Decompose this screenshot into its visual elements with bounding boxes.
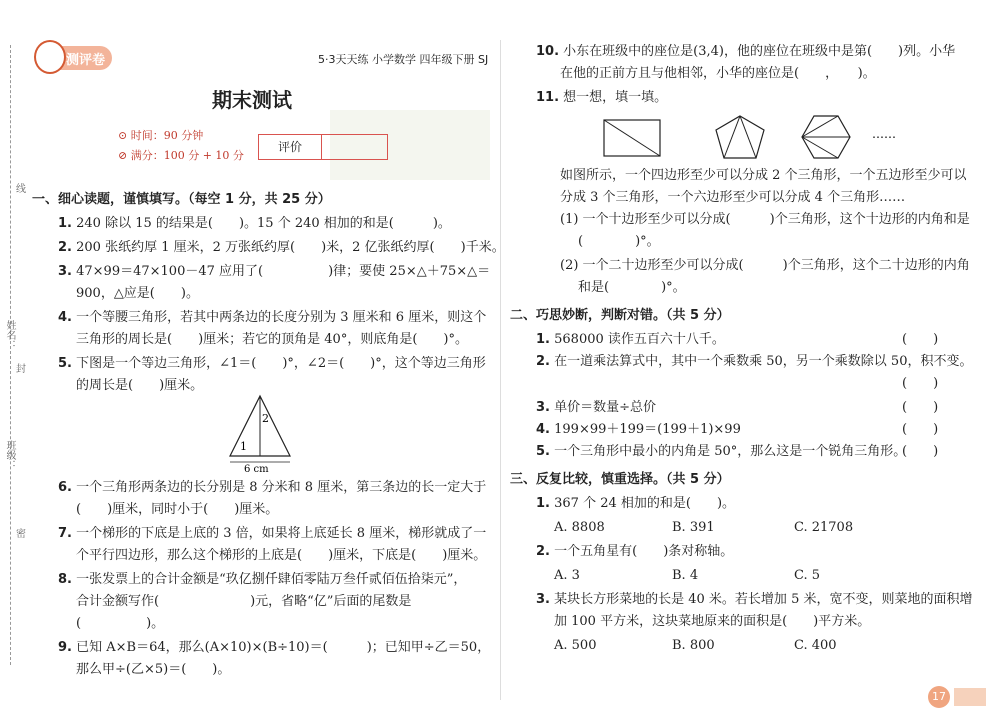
pentagon-shape [716,116,764,158]
page-title: 期末测试 [212,88,292,112]
judge-4-answer[interactable]: ( ) [902,422,939,437]
choice-2-option-c[interactable]: C. 5 [794,568,821,583]
judge-1: 1. 568000 读作五百六十八千。 [536,332,725,347]
choice-3: 3. 某块长方形菜地的长是 40 米。若长增加 5 米，宽不变，则菜地的面积增 [536,592,973,607]
column-divider [500,40,501,700]
question-8-cont2: ( )。 [76,616,165,631]
eval-label: 评价 [259,135,322,159]
q11-sub1: (1) 一个十边形至少可以分成( )个三角形，这个十边形的内角和是 [560,212,970,227]
eval-field[interactable] [322,135,387,159]
binding-text-fold: 密 [16,529,26,540]
question-8: 8. 一张发票上的合计金额是“玖亿捌仟肆佰零陆万叁仟贰佰伍拾柒元”， [58,572,467,587]
choice-1: 1. 367 个 24 相加的和是( )。 [536,496,736,511]
choice-1-option-b[interactable]: B. 391 [672,520,715,535]
binding-line [10,45,11,665]
question-9-cont: 那么甲÷(乙×5)＝( )。 [76,662,231,677]
choice-3-option-a[interactable]: A. 500 [554,638,597,653]
binding-text-line: 线 [16,184,26,195]
question-4-cont: 三角形的周长是( )厘米；若它的顶角是 40°，则底角是( )°。 [76,332,468,347]
binding-name: 姓名： [4,320,15,350]
clock-icon: ⊙ [118,129,131,142]
section1-title: 一、细心读题，谨慎填写。（每空 1 分，共 25 分） [32,192,331,207]
choice-2-option-a[interactable]: A. 3 [554,568,580,583]
q11-text-1: 如图所示，一个四边形至少可以分成 2 个三角形，一个五边形至少可以 [560,168,967,183]
triangle-figure [220,392,300,474]
badge-label: 测评卷 [66,53,106,68]
q11-sub2: (2) 一个二十边形至少可以分成( )个三角形，这个二十边形的内角 [560,258,970,273]
q11-text-2: 分成 3 个三角形，一个六边形至少可以分成 4 个三角形…… [560,190,906,205]
judge-5: 5. 一个三角形中最小的内角是 50°，那么这是一个锐角三角形。 [536,444,907,459]
question-11: 11. 想一想，填一填。 [536,90,668,105]
pentagon-diagonal-1 [724,116,740,158]
test-badge [38,46,112,70]
question-9: 9. 已知 A×B＝64，那么(A×10)×(B÷10)＝( )；已知甲÷乙＝50， [58,640,491,655]
angle-1-label: 1 [240,440,247,453]
choice-3-cont: 加 100 平方米，这块菜地原来的面积是( )平方米。 [554,614,871,629]
question-6: 6. 一个三角形两条边的长分别是 8 分米和 8 厘米，第三条边的长一定大于 [58,480,487,495]
question-10: 10. 小东在班级中的座位是(3,4)，他的座位在班级中是第( )列。小华 [536,44,956,59]
page-number: 17 [928,686,950,708]
judge-4: 4. 199×99＋199＝(199＋1)×99 [536,422,741,437]
binding-class: 班级： [4,440,15,470]
judge-1-answer[interactable]: ( ) [902,332,939,347]
series-info: 5·3天天练 小学数学 四年级下册 SJ [318,53,489,66]
section3-title: 三、反复比较，慎重选择。（共 5 分） [510,472,730,487]
evaluation-box [258,134,388,160]
choice-2: 2. 一个五角星有( )条对称轴。 [536,544,734,559]
judge-3: 3. 单价＝数量÷总价 [536,400,657,415]
mascot-icon [34,40,66,74]
question-7-cont: 个平行四边形，那么这个梯形的上底是( )厘米，下底是( )厘米。 [76,548,487,563]
judge-2-answer[interactable]: ( ) [902,376,939,391]
quadrilateral-diagonal [604,120,660,156]
question-3: 3. 47×99＝47×100－47 应用了( )律；要使 25×△＋75×△＝ [58,264,491,279]
time-info: ⊙ 时间：90 分钟 [118,129,204,142]
question-10-cont: 在他的正前方且与他相邻，小华的座位是( ， )。 [560,66,876,81]
ellipsis-text: …… [872,127,896,141]
choice-1-option-a[interactable]: A. 8808 [554,520,605,535]
section2-title: 二、巧思妙断，判断对错。（共 5 分） [510,308,730,323]
q11-sub1-cont: ( )°。 [578,234,660,249]
choice-1-option-c[interactable]: C. 21708 [794,520,854,535]
q11-sub2-cont: 和是( )°。 [578,280,686,295]
choice-2-option-b[interactable]: B. 4 [672,568,699,583]
question-6-cont: ( )厘米，同时小于( )厘米。 [76,502,279,517]
polygon-figures [600,112,900,164]
choice-3-option-c[interactable]: C. 400 [794,638,837,653]
question-1: 1. 240 除以 15 的结果是( )。15 个 240 相加的和是( )。 [58,216,451,231]
judge-3-answer[interactable]: ( ) [902,400,939,415]
pentagon-diagonal-2 [740,116,756,158]
score-info: ⊘ 满分：100 分 + 10 分 [118,149,244,162]
angle-2-label: 2 [262,412,269,425]
check-icon: ⊘ [118,149,131,162]
question-2: 2. 200 张纸约厚 1 厘米，2 万张纸约厚( )米，2 亿张纸约厚( )千米。 [58,240,505,255]
page-decoration [954,688,986,706]
question-5-cont: 的周长是( )厘米。 [76,378,204,393]
choice-3-option-b[interactable]: B. 800 [672,638,715,653]
question-3-cont: 900，△应是( )。 [76,286,199,301]
judge-2: 2. 在一道乘法算式中，其中一个乘数乘 50，另一个乘数除以 50，积不变。 [536,354,973,369]
question-4: 4. 一个等腰三角形，若其中两条边的长度分别为 3 厘米和 6 厘米，则这个 [58,310,487,325]
question-7: 7. 一个梯形的下底是上底的 3 倍，如果将上底延长 8 厘米，梯形就成了一 [58,526,487,541]
base-length-label: 6 cm [244,464,269,474]
question-5: 5. 下图是一个等边三角形，∠1＝( )°，∠2＝( )°，这个等边三角形 [58,356,486,371]
question-8-cont: 合计金额写作( )元，省略“亿”后面的尾数是 [76,594,412,609]
binding-text-seal: 封 [16,364,26,375]
judge-5-answer[interactable]: ( ) [902,444,939,459]
